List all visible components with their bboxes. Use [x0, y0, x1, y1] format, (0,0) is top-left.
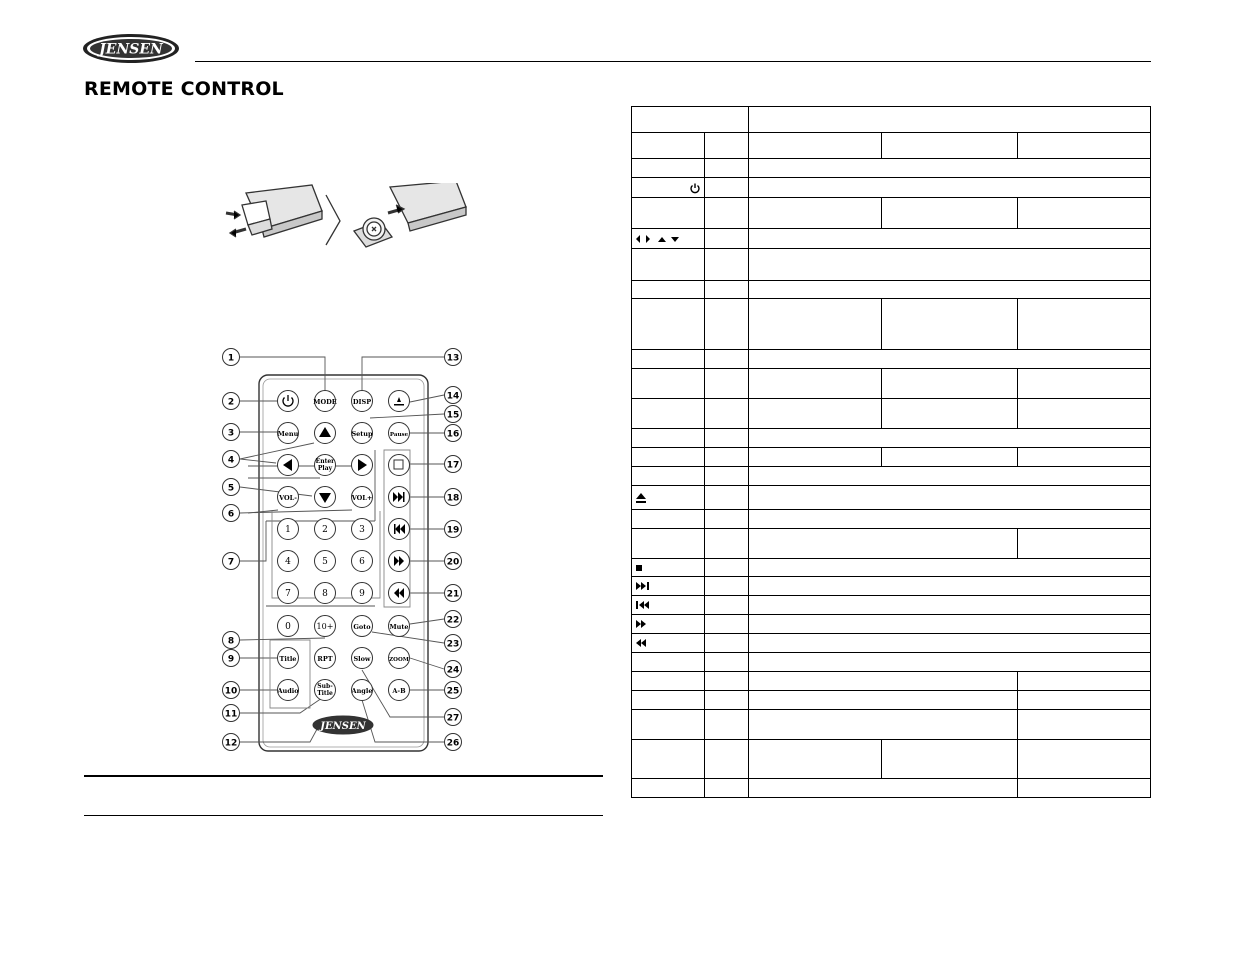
table-row	[632, 369, 1151, 399]
svg-text:RPT: RPT	[317, 655, 333, 663]
svg-text:8: 8	[227, 636, 235, 647]
table-row	[632, 577, 1151, 596]
svg-text:5: 5	[322, 557, 328, 567]
table-row	[632, 350, 1151, 369]
svg-text:JENSEN: JENSEN	[320, 721, 366, 732]
callout-25	[445, 682, 462, 699]
table-row	[632, 486, 1151, 510]
svg-text:25: 25	[446, 686, 460, 697]
svg-text:ZOOM: ZOOM	[389, 657, 409, 663]
table-row	[632, 559, 1151, 577]
callout-24	[445, 661, 462, 678]
svg-text:10+: 10+	[316, 622, 334, 631]
navigation-arrows-icon	[635, 234, 687, 244]
svg-text:DISP: DISP	[352, 398, 372, 406]
svg-text:Title: Title	[279, 655, 297, 663]
svg-text:JENSEN: JENSEN	[99, 41, 163, 58]
callout-8	[223, 632, 240, 649]
svg-text:Goto: Goto	[353, 623, 371, 631]
callout-22	[445, 611, 462, 628]
jensen-logo	[82, 33, 180, 64]
remote-control-diagram	[220, 346, 470, 756]
svg-text:15: 15	[446, 410, 460, 421]
callout-4	[223, 451, 240, 468]
svg-text:21: 21	[446, 589, 460, 600]
callout-26	[445, 734, 462, 751]
callout-18	[445, 489, 462, 506]
svg-text:4: 4	[227, 455, 235, 466]
table-row	[632, 448, 1151, 467]
battery-replacement-illustration	[222, 183, 468, 255]
svg-text:12: 12	[224, 738, 238, 749]
table-row	[632, 529, 1151, 559]
svg-text:MODE: MODE	[313, 398, 337, 406]
note-rule-bottom	[84, 815, 603, 816]
callout-9	[223, 650, 240, 667]
svg-text:Setup: Setup	[351, 430, 373, 438]
callout-15	[445, 406, 462, 423]
svg-text:Mute: Mute	[389, 623, 409, 631]
svg-text:20: 20	[446, 557, 460, 568]
table-row	[632, 510, 1151, 529]
svg-text:8: 8	[322, 589, 328, 599]
svg-text:Play: Play	[317, 465, 333, 472]
table-row	[632, 467, 1151, 486]
svg-text:Sub-: Sub-	[317, 683, 333, 690]
callout-10	[223, 682, 240, 699]
fast-forward-icon	[635, 619, 649, 629]
callout-13	[445, 349, 462, 366]
table-row	[632, 779, 1151, 798]
callout-27	[445, 709, 462, 726]
table-row	[632, 429, 1151, 448]
table-row	[632, 740, 1151, 779]
svg-text:Enter: Enter	[315, 458, 335, 465]
svg-text:9: 9	[227, 654, 235, 665]
svg-text:24: 24	[446, 665, 460, 676]
callout-12	[223, 734, 240, 751]
callout-2	[223, 393, 240, 410]
svg-text:1: 1	[227, 353, 235, 364]
fast-reverse-icon	[635, 638, 649, 648]
table-row	[632, 634, 1151, 653]
remote-function-table	[631, 106, 1151, 798]
callout-16	[445, 425, 462, 442]
table-row	[632, 615, 1151, 634]
callout-5	[223, 479, 240, 496]
table-row	[632, 399, 1151, 429]
svg-text:11: 11	[224, 709, 238, 720]
previous-icon	[635, 600, 651, 610]
callout-7	[223, 553, 240, 570]
svg-text:Pause: Pause	[389, 432, 409, 438]
callout-6	[223, 505, 240, 522]
svg-text:23: 23	[446, 639, 460, 650]
svg-text:19: 19	[446, 525, 460, 536]
table-row	[632, 198, 1151, 229]
svg-text:VOL+: VOL+	[351, 494, 373, 502]
svg-text:Menu: Menu	[277, 430, 299, 438]
svg-text:27: 27	[446, 713, 460, 724]
table-row	[632, 133, 1151, 159]
svg-text:6: 6	[227, 509, 235, 520]
table-row	[632, 653, 1151, 672]
callout-23	[445, 635, 462, 652]
eject-icon	[635, 492, 647, 504]
note-rule-top	[84, 775, 603, 777]
svg-text:9: 9	[359, 589, 365, 599]
svg-text:16: 16	[446, 429, 460, 440]
svg-text:1: 1	[285, 525, 291, 535]
svg-text:2: 2	[227, 397, 235, 408]
callout-1	[223, 349, 240, 366]
table-row	[632, 178, 1151, 198]
callout-3	[223, 424, 240, 441]
svg-text:5: 5	[227, 483, 235, 494]
table-row	[632, 107, 1151, 133]
callout-21	[445, 585, 462, 602]
svg-text:22: 22	[446, 615, 460, 626]
table-row	[632, 691, 1151, 710]
table-row	[632, 672, 1151, 691]
svg-text:Slow: Slow	[353, 655, 371, 663]
svg-text:2: 2	[322, 525, 328, 535]
callout-11	[223, 705, 240, 722]
table-row	[632, 229, 1151, 249]
svg-text:7: 7	[227, 557, 235, 568]
svg-text:13: 13	[446, 353, 460, 364]
table-row	[632, 281, 1151, 299]
svg-text:A-B: A-B	[392, 687, 406, 695]
svg-text:10: 10	[224, 686, 238, 697]
table-row	[632, 249, 1151, 281]
svg-text:14: 14	[446, 391, 460, 402]
table-row	[632, 159, 1151, 178]
svg-text:3: 3	[227, 428, 235, 439]
svg-text:6: 6	[359, 557, 365, 567]
svg-text:Angle: Angle	[351, 687, 373, 695]
svg-text:Title: Title	[317, 690, 333, 697]
header-rule	[195, 61, 1151, 62]
table-row	[632, 596, 1151, 615]
svg-text:26: 26	[446, 738, 460, 749]
table-row	[632, 299, 1151, 350]
stop-icon	[635, 564, 643, 572]
svg-text:VOL-: VOL-	[279, 494, 297, 502]
table-row	[632, 710, 1151, 740]
callout-17	[445, 456, 462, 473]
svg-text:3: 3	[359, 525, 365, 535]
svg-text:Audio: Audio	[277, 687, 299, 695]
callout-19	[445, 521, 462, 538]
svg-text:18: 18	[446, 493, 460, 504]
callout-20	[445, 553, 462, 570]
callout-14	[445, 387, 462, 404]
svg-text:7: 7	[285, 589, 291, 599]
power-icon	[689, 182, 701, 194]
svg-text:0: 0	[285, 622, 291, 632]
svg-text:17: 17	[446, 460, 460, 471]
page-title: REMOTE CONTROL	[84, 78, 284, 100]
svg-text:4: 4	[285, 557, 291, 567]
next-icon	[635, 581, 651, 591]
